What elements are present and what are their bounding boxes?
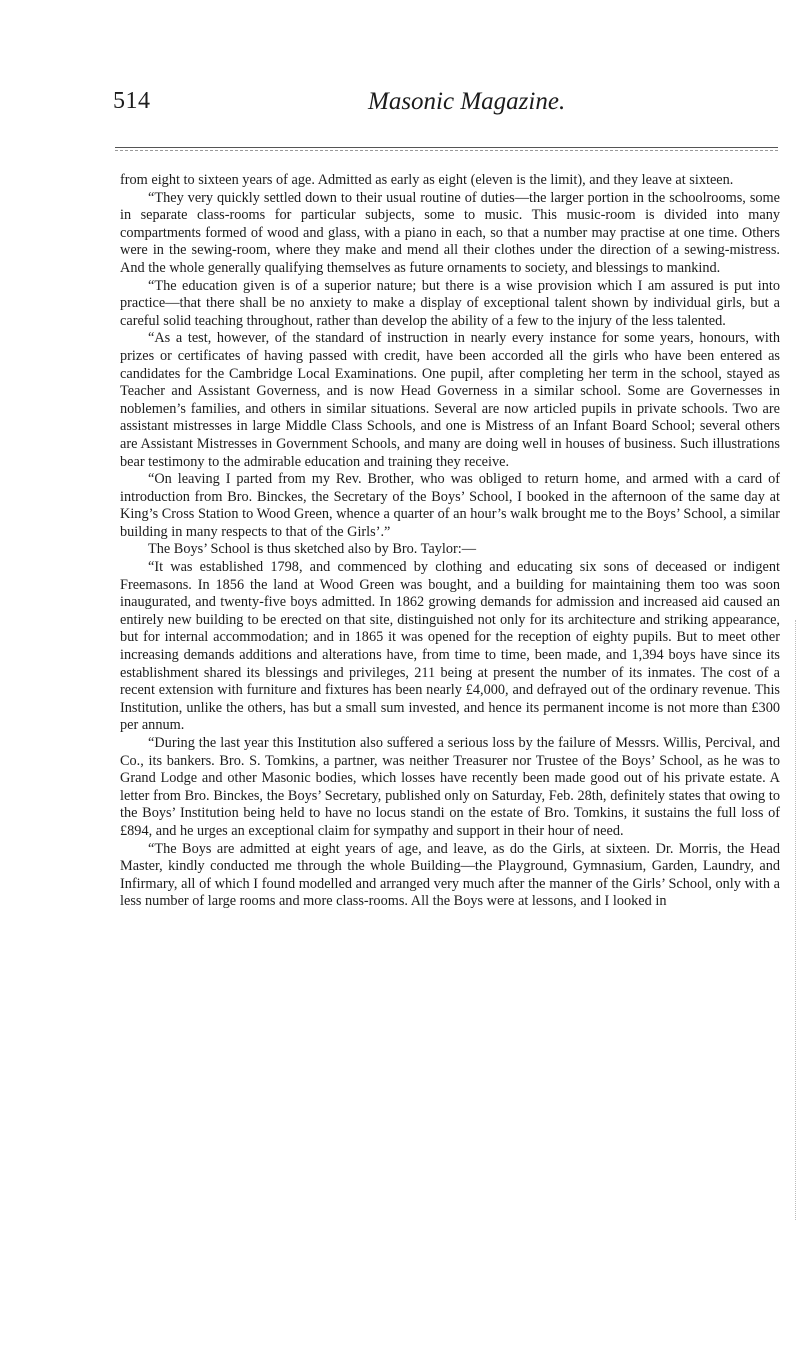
paragraph-education: “The education given is of a superior nature; but there is a wise provision which I am assured is put into practice—that there shall be no anxiety to make a display of exceptional talent shown by individual girls, but a careful solid teaching throughout, rather than develop the ability of a few to the injury of the less talented.: [120, 277, 780, 329]
paragraph-loss: “During the last year this Institution also suffered a serious loss by the failure of Messrs. Willis, Percival, and Co., its bankers. Bro. S. Tomkins, a partner, was neither Treasurer nor Trustee of the Boys’ School, as he was to Grand Lodge and other Masonic bodies, which losses have recently been made good out of his private estate. A letter from Bro. Binckes, the Boys’ Secretary, published only on Saturday, Feb. 28th, definitely states that owing to the Boys’ Institution being held to have no locus standi on the estate of Bro. Tomkins, it sustains the full loss of £894, and he urges an exceptional claim for sympathy and support in their hour of need.: [120, 735, 780, 839]
running-title: Masonic Magazine.: [368, 88, 566, 115]
paragraph-boys-intro: The Boys’ School is thus sketched also by Bro. Taylor:—: [148, 541, 477, 558]
paragraph-routine: “They very quickly settled down to their usual routine of duties—the larger portion in the schoolrooms, some in separate class-rooms for particular subjects, some to music. This music-room is divided into many compartments formed of wood and glass, with a piano in each, so that a number may practise at one time. Others were in the sewing-room, where they make and mend all their clothes under the direction of a sewing-mistress. And the whole generally qualifying themselves as future ornaments to society, and blessings to mankind.: [120, 189, 780, 276]
paragraph-standard: “As a test, however, of the standard of instruction in nearly every instance for some years, honours, with prizes or certificates of having passed with credit, have been accorded all the girls who have been entered as candidates for the Cambridge Local Examinations. One pupil, after completing her term in the school, stayed as Teacher and Assistant Governess, and is now Head Governess in a similar school. Some are Governesses in noblemen’s families, and others in similar situations. Several are now articled pupils in private schools. Two are assistant mistresses in large Middle Class Schools, and one is Mistress of an Infant Board School; several others are Assistant Mistresses in Government Schools, and many are doing well in houses of business. Such illustrations bear testimony to the admirable education and training they receive.: [120, 330, 780, 470]
paragraph-continuation: from eight to sixteen years of age. Admitted as early as eight (eleven is the limit), and they leave at sixteen.: [120, 172, 734, 188]
page-edge-shadow: [792, 620, 796, 1220]
page-header: [113, 88, 783, 128]
header-rule-secondary: [115, 150, 778, 151]
paragraph-boys-admission: “The Boys are admitted at eight years of age, and leave, as do the Girls, at sixteen. Dr. Morris, the Head Master, kindly conducted me through the whole Building—the Playground, Gymnasium, Garden, Laundry, and Infirmary, all of which I found modelled and arranged very much after the manner of the Girls’ School, only with a less number of large rooms and more class-rooms. All the Boys were at lessons, and I looked in: [120, 840, 780, 910]
paragraph-leaving: “On leaving I parted from my Rev. Brother, who was obliged to return home, and armed with a card of introduction from Bro. Binckes, the Secretary of the Boys’ School, I booked in the afternoon of the same day at King’s Cross Station to Wood Green, whence a quarter of an hour’s walk brought me to the Boys’ School, a similar building in many respects to that of the Girls’.”: [120, 471, 780, 540]
paragraph-boys-history: “It was established 1798, and commenced by clothing and educating six sons of deceased or indigent Freemasons. In 1856 the land at Wood Green was bought, and a building for maintaining them too was soon inaugurated, and twenty-five boys admitted. In 1862 growing demands for admission and increased aid caused an entirely new building to be erected on that site, distinguished not only for its architecture and striking appearance, but for internal accommodation; and in 1865 it was opened for the reception of eighty pupils. But to meet other increasing demands additions and alterations have, from time to time, been made, and 1,394 boys have since its establishment shared its blessings and privileges, 211 being at present the number of its inmates. The cost of a recent extension with furniture and fixtures has been nearly £4,000, and defrayed out of the ordinary revenue. This Institution, unlike the others, has but a small sum invested, and hence its permanent income is not more than £300 per annum.: [120, 559, 780, 734]
header-rule: [115, 147, 778, 148]
article-body: [120, 172, 780, 911]
page-number: 514: [113, 88, 151, 114]
